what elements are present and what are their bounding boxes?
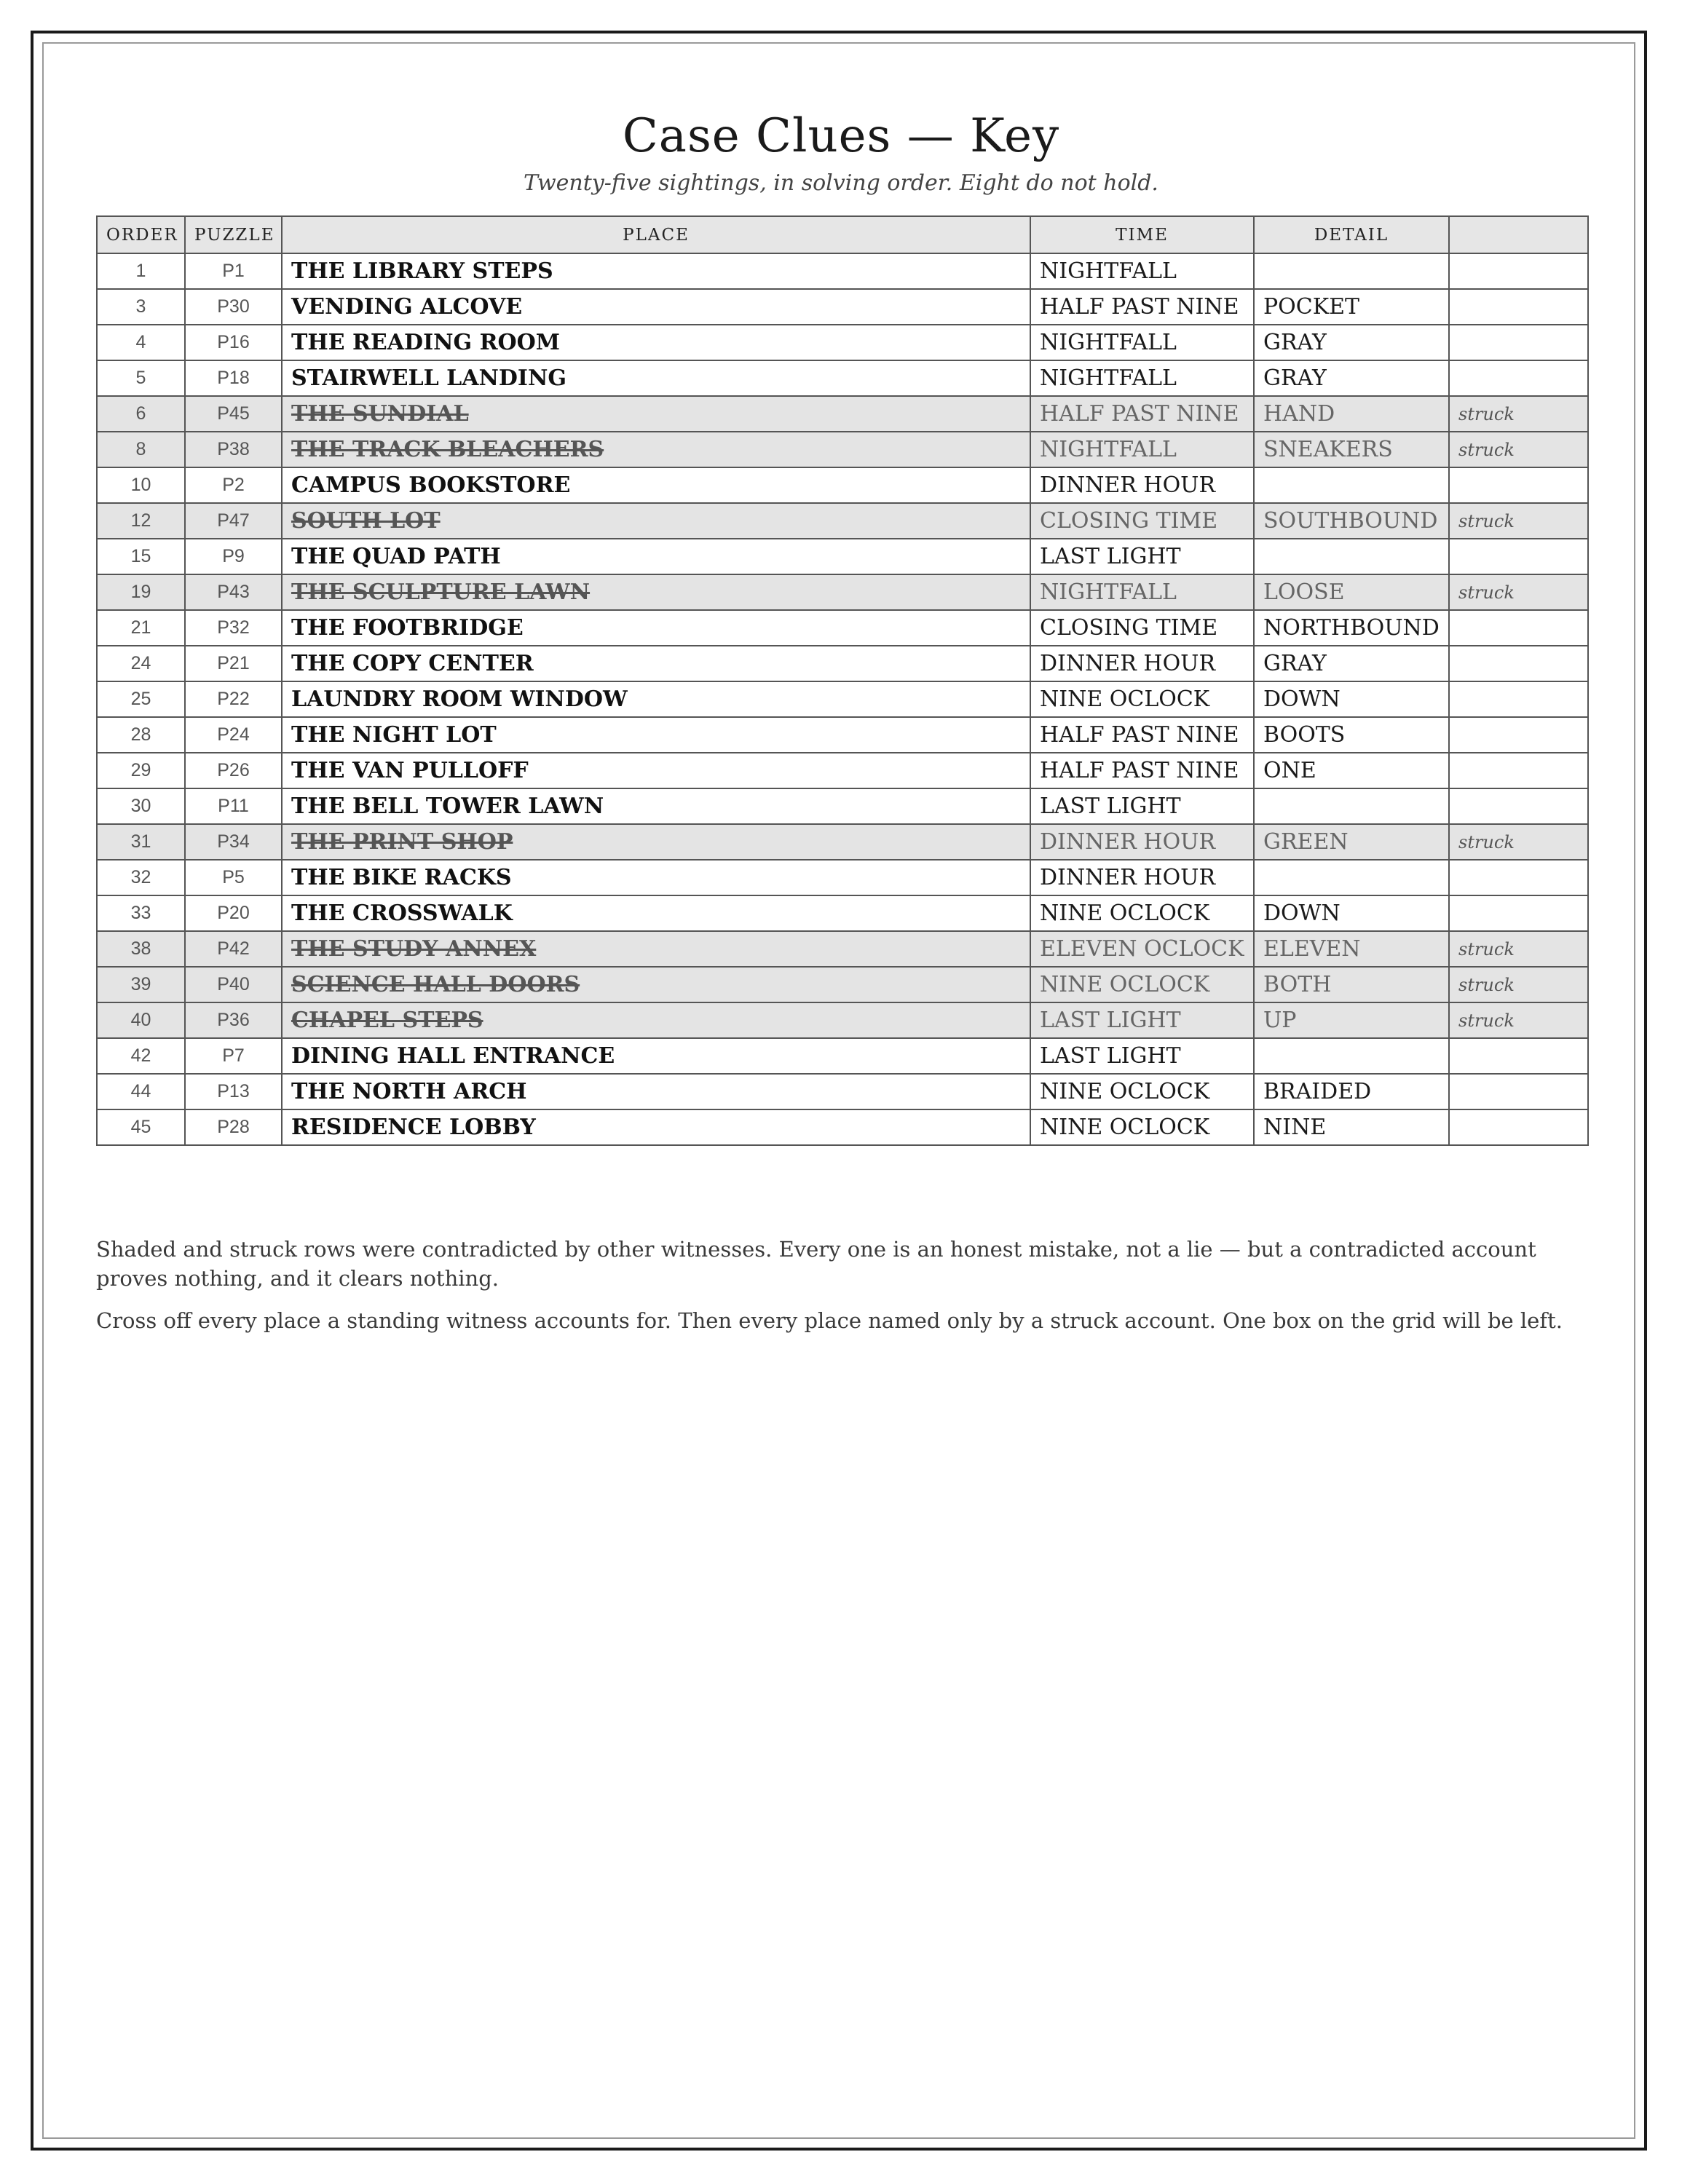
cell-puzzle: P9 (185, 539, 282, 574)
cell-puzzle: P21 (185, 646, 282, 681)
header-place: PLACE (282, 216, 1030, 253)
cell-place: THE VAN PULLOFF (282, 753, 1030, 788)
cell-detail: GRAY (1254, 646, 1449, 681)
table-row (97, 1002, 1588, 1038)
cell-time: NINE OCLOCK (1030, 895, 1254, 931)
cell-detail: UP (1254, 1002, 1449, 1038)
cell-time: DINNER HOUR (1030, 860, 1254, 895)
cell-struck-mark (1449, 1109, 1588, 1145)
cell-place: STAIRWELL LANDING (282, 360, 1030, 396)
cell-struck-mark: struck (1449, 503, 1588, 539)
cell-order: 33 (97, 895, 185, 931)
table-header-row (97, 216, 1588, 253)
table-body (97, 253, 1588, 1145)
cell-puzzle: P20 (185, 895, 282, 931)
cell-order: 44 (97, 1074, 185, 1109)
table-row (97, 1109, 1588, 1145)
cell-detail: NINE (1254, 1109, 1449, 1145)
header-time: TIME (1030, 216, 1254, 253)
cell-detail (1254, 253, 1449, 289)
table-row (97, 931, 1588, 967)
table-row (97, 753, 1588, 788)
cell-detail: BRAIDED (1254, 1074, 1449, 1109)
table-row (97, 860, 1588, 895)
cell-time: DINNER HOUR (1030, 646, 1254, 681)
cell-time: LAST LIGHT (1030, 788, 1254, 824)
table-row (97, 539, 1588, 574)
cell-struck-mark (1449, 610, 1588, 646)
cell-time: HALF PAST NINE (1030, 717, 1254, 753)
cell-detail: BOOTS (1254, 717, 1449, 753)
cell-struck-mark (1449, 1074, 1588, 1109)
cell-detail: SOUTHBOUND (1254, 503, 1449, 539)
cell-puzzle: P32 (185, 610, 282, 646)
cell-time: NINE OCLOCK (1030, 967, 1254, 1002)
cell-place: THE READING ROOM (282, 325, 1030, 360)
cell-order: 19 (97, 574, 185, 610)
cell-time: ELEVEN OCLOCK (1030, 931, 1254, 967)
cell-place: THE FOOTBRIDGE (282, 610, 1030, 646)
cell-detail: GRAY (1254, 360, 1449, 396)
note-instructions: Cross off every place a standing witness accounts for. Then every place named only by a struck account. One box on the grid will be left. (96, 1308, 1563, 1333)
cell-place: DINING HALL ENTRANCE (282, 1038, 1030, 1074)
cell-puzzle: P34 (185, 824, 282, 860)
table-row (97, 610, 1588, 646)
cell-time: LAST LIGHT (1030, 539, 1254, 574)
cell-place: VENDING ALCOVE (282, 289, 1030, 325)
cell-order: 5 (97, 360, 185, 396)
cell-struck-mark (1449, 681, 1588, 717)
cell-struck-mark: struck (1449, 931, 1588, 967)
cell-puzzle: P26 (185, 753, 282, 788)
cell-order: 30 (97, 788, 185, 824)
cell-place: THE BIKE RACKS (282, 860, 1030, 895)
cell-place: CAMPUS BOOKSTORE (282, 467, 1030, 503)
cell-puzzle: P47 (185, 503, 282, 539)
cell-order: 39 (97, 967, 185, 1002)
cell-order: 25 (97, 681, 185, 717)
cell-detail: SNEAKERS (1254, 432, 1449, 467)
cell-order: 29 (97, 753, 185, 788)
cell-detail: DOWN (1254, 895, 1449, 931)
table-row (97, 432, 1588, 467)
cell-place: THE STUDY ANNEX (282, 931, 1030, 967)
cell-order: 4 (97, 325, 185, 360)
cell-time: CLOSING TIME (1030, 610, 1254, 646)
header-mark (1449, 216, 1588, 253)
cell-order: 38 (97, 931, 185, 967)
cell-time: CLOSING TIME (1030, 503, 1254, 539)
cell-order: 42 (97, 1038, 185, 1074)
header-order: ORDER (97, 216, 185, 253)
table-row (97, 325, 1588, 360)
cell-struck-mark (1449, 289, 1588, 325)
cell-detail: POCKET (1254, 289, 1449, 325)
cell-order: 32 (97, 860, 185, 895)
table-row (97, 681, 1588, 717)
cell-order: 21 (97, 610, 185, 646)
page-subtitle: Twenty-five sightings, in solving order. Eight do not hold. (524, 170, 1158, 196)
cell-struck-mark (1449, 253, 1588, 289)
table-row (97, 360, 1588, 396)
cell-time: HALF PAST NINE (1030, 753, 1254, 788)
table-row (97, 1038, 1588, 1074)
cell-order: 1 (97, 253, 185, 289)
cell-order: 31 (97, 824, 185, 860)
cell-time: DINNER HOUR (1030, 824, 1254, 860)
cell-puzzle: P5 (185, 860, 282, 895)
cell-detail (1254, 1038, 1449, 1074)
cell-detail: LOOSE (1254, 574, 1449, 610)
cell-puzzle: P28 (185, 1109, 282, 1145)
cell-order: 40 (97, 1002, 185, 1038)
cell-order: 15 (97, 539, 185, 574)
cell-time: LAST LIGHT (1030, 1038, 1254, 1074)
cell-struck-mark: struck (1449, 574, 1588, 610)
table-row (97, 289, 1588, 325)
cell-detail: DOWN (1254, 681, 1449, 717)
table-row (97, 895, 1588, 931)
cell-place: THE NIGHT LOT (282, 717, 1030, 753)
cell-time: DINNER HOUR (1030, 467, 1254, 503)
cell-place: THE CROSSWALK (282, 895, 1030, 931)
cell-struck-mark (1449, 467, 1588, 503)
cell-puzzle: P45 (185, 396, 282, 432)
cell-struck-mark (1449, 539, 1588, 574)
note-contradicted: Shaded and struck rows were contradicted by other witnesses. Every one is an honest mistake, not a lie — but a contradicted account proves nothing, and it clears nothing. (96, 1237, 1536, 1291)
table-row (97, 396, 1588, 432)
cell-time: NINE OCLOCK (1030, 1074, 1254, 1109)
cell-puzzle: P1 (185, 253, 282, 289)
cell-detail: BOTH (1254, 967, 1449, 1002)
table-row (97, 467, 1588, 503)
table-row (97, 788, 1588, 824)
cell-puzzle: P18 (185, 360, 282, 396)
cell-time: LAST LIGHT (1030, 1002, 1254, 1038)
cell-puzzle: P13 (185, 1074, 282, 1109)
cell-place: THE NORTH ARCH (282, 1074, 1030, 1109)
page-title: Case Clues — Key (622, 109, 1060, 163)
table-row (97, 503, 1588, 539)
clues-table (96, 215, 1589, 1146)
cell-struck-mark (1449, 788, 1588, 824)
cell-time: NIGHTFALL (1030, 325, 1254, 360)
cell-time: NIGHTFALL (1030, 432, 1254, 467)
cell-time: NINE OCLOCK (1030, 1109, 1254, 1145)
cell-struck-mark: struck (1449, 396, 1588, 432)
cell-order: 3 (97, 289, 185, 325)
table-row (97, 824, 1588, 860)
cell-order: 45 (97, 1109, 185, 1145)
cell-detail (1254, 467, 1449, 503)
cell-place: THE PRINT SHOP (282, 824, 1030, 860)
cell-place: THE TRACK BLEACHERS (282, 432, 1030, 467)
cell-order: 10 (97, 467, 185, 503)
cell-order: 24 (97, 646, 185, 681)
cell-place: THE SCULPTURE LAWN (282, 574, 1030, 610)
cell-time: NIGHTFALL (1030, 253, 1254, 289)
cell-struck-mark: struck (1449, 824, 1588, 860)
cell-order: 8 (97, 432, 185, 467)
cell-detail: ELEVEN (1254, 931, 1449, 967)
cell-place: THE LIBRARY STEPS (282, 253, 1030, 289)
cell-detail: GREEN (1254, 824, 1449, 860)
cell-time: NINE OCLOCK (1030, 681, 1254, 717)
cell-place: THE BELL TOWER LAWN (282, 788, 1030, 824)
cell-puzzle: P36 (185, 1002, 282, 1038)
cell-time: HALF PAST NINE (1030, 289, 1254, 325)
cell-struck-mark: struck (1449, 967, 1588, 1002)
cell-struck-mark (1449, 1038, 1588, 1074)
cell-time: NIGHTFALL (1030, 360, 1254, 396)
header-detail: DETAIL (1254, 216, 1449, 253)
table-row (97, 253, 1588, 289)
cell-puzzle: P38 (185, 432, 282, 467)
cell-order: 6 (97, 396, 185, 432)
cell-puzzle: P11 (185, 788, 282, 824)
table-row (97, 967, 1588, 1002)
cell-detail: ONE (1254, 753, 1449, 788)
table-row (97, 574, 1588, 610)
cell-place: LAUNDRY ROOM WINDOW (282, 681, 1030, 717)
cell-puzzle: P43 (185, 574, 282, 610)
cell-place: CHAPEL STEPS (282, 1002, 1030, 1038)
cell-struck-mark (1449, 360, 1588, 396)
cell-puzzle: P24 (185, 717, 282, 753)
cell-puzzle: P22 (185, 681, 282, 717)
table-row (97, 646, 1588, 681)
cell-struck-mark (1449, 860, 1588, 895)
cell-struck-mark (1449, 325, 1588, 360)
cell-struck-mark: struck (1449, 1002, 1588, 1038)
cell-order: 28 (97, 717, 185, 753)
header-puzzle: PUZZLE (185, 216, 282, 253)
cell-place: SCIENCE HALL DOORS (282, 967, 1030, 1002)
cell-puzzle: P30 (185, 289, 282, 325)
cell-place: RESIDENCE LOBBY (282, 1109, 1030, 1145)
cell-place: THE QUAD PATH (282, 539, 1030, 574)
cell-detail (1254, 860, 1449, 895)
cell-order: 12 (97, 503, 185, 539)
cell-struck-mark (1449, 646, 1588, 681)
table-row (97, 1074, 1588, 1109)
cell-detail: NORTHBOUND (1254, 610, 1449, 646)
cell-place: SOUTH LOT (282, 503, 1030, 539)
cell-struck-mark (1449, 753, 1588, 788)
cell-struck-mark (1449, 717, 1588, 753)
cell-puzzle: P7 (185, 1038, 282, 1074)
cell-puzzle: P42 (185, 931, 282, 967)
cell-puzzle: P40 (185, 967, 282, 1002)
cell-detail (1254, 539, 1449, 574)
cell-detail: HAND (1254, 396, 1449, 432)
cell-detail (1254, 788, 1449, 824)
cell-detail: GRAY (1254, 325, 1449, 360)
cell-puzzle: P16 (185, 325, 282, 360)
cell-struck-mark: struck (1449, 432, 1588, 467)
cell-place: THE COPY CENTER (282, 646, 1030, 681)
cell-time: HALF PAST NINE (1030, 396, 1254, 432)
cell-struck-mark (1449, 895, 1588, 931)
table-row (97, 717, 1588, 753)
cell-place: THE SUNDIAL (282, 396, 1030, 432)
cell-time: NIGHTFALL (1030, 574, 1254, 610)
cell-puzzle: P2 (185, 467, 282, 503)
